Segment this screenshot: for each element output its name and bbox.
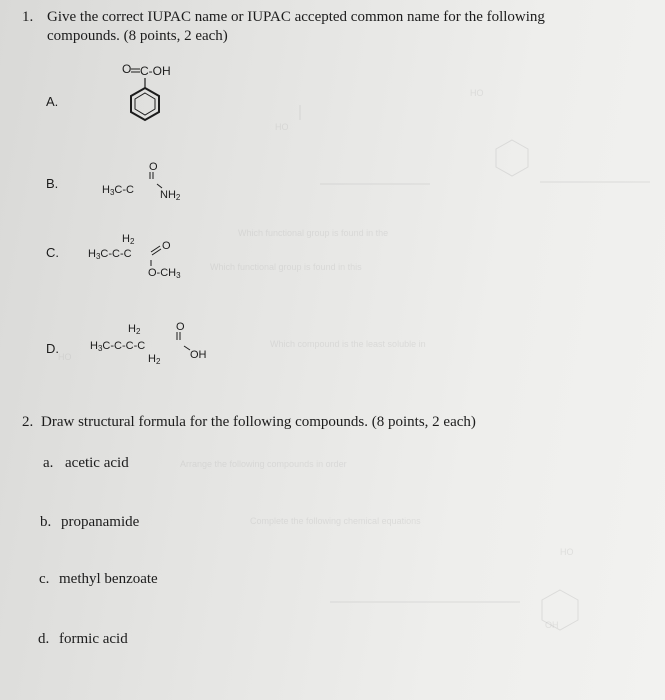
- svg-text:O: O: [122, 62, 132, 76]
- item-b-label-q2: b.: [40, 514, 52, 530]
- q1-text-line2: compounds. (8 points, 2 each): [47, 28, 228, 44]
- svg-text:C-OH: C-OH: [140, 64, 171, 78]
- item-c-label: C.: [46, 245, 59, 260]
- svg-text:H2: H2: [148, 353, 161, 366]
- svg-text:HO: HO: [560, 547, 574, 557]
- item-b-label: B.: [46, 176, 59, 191]
- methyl-propanoate-structure: [88, 230, 218, 285]
- svg-text:Which functional group is foun: Which functional group is found in this: [210, 262, 362, 272]
- svg-text:NH2: NH2: [160, 189, 181, 200]
- svg-text:OH: OH: [545, 620, 559, 630]
- svg-text:Arrange the following compound: Arrange the following compounds in order: [180, 459, 347, 469]
- svg-text:HO: HO: [275, 122, 289, 132]
- item-a-label-q2: a.: [43, 455, 54, 471]
- acetamide-structure: [102, 160, 202, 200]
- item-d-name: formic acid: [59, 631, 128, 647]
- item-c-label-q2: c.: [39, 571, 50, 587]
- svg-text:OH: OH: [190, 349, 207, 361]
- item-a-label: A.: [46, 94, 59, 109]
- butanoic-acid-structure: [90, 318, 220, 373]
- svg-text:Which compound is the least so: Which compound is the least soluble in: [270, 339, 426, 349]
- svg-text:O: O: [162, 240, 171, 252]
- svg-text:O: O: [176, 321, 185, 333]
- svg-text:HO: HO: [58, 352, 72, 362]
- svg-text:H3C-C-C-C: H3C-C-C-C: [90, 340, 146, 353]
- svg-text:H2: H2: [128, 323, 141, 336]
- item-b-name: propanamide: [61, 514, 140, 530]
- svg-text:O-CH3: O-CH3: [148, 267, 181, 280]
- svg-text:H3C-C: H3C-C: [102, 184, 134, 197]
- q1-text-line1: Give the correct IUPAC name or IUPAC accepted common name for the following: [47, 9, 545, 25]
- item-d-label: D.: [46, 341, 59, 356]
- q2-text: Draw structural formula for the following compounds. (8 points, 2 each): [41, 414, 476, 430]
- q2-number: 2.: [22, 414, 34, 430]
- svg-text:Complete the following chemica: Complete the following chemical equations: [250, 516, 421, 526]
- svg-text:HO: HO: [470, 88, 484, 98]
- svg-text:O: O: [149, 161, 158, 173]
- svg-text:H3C-C-C: H3C-C-C: [88, 248, 132, 261]
- item-d-label-q2: d.: [38, 631, 50, 647]
- svg-text:Which functional group is foun: Which functional group is found in the: [238, 228, 389, 238]
- item-a-name: acetic acid: [65, 455, 129, 471]
- svg-text:H2: H2: [122, 233, 135, 246]
- q1-number: 1.: [22, 9, 34, 25]
- benzoic-acid-structure: [110, 56, 220, 136]
- item-c-name: methyl benzoate: [59, 571, 158, 587]
